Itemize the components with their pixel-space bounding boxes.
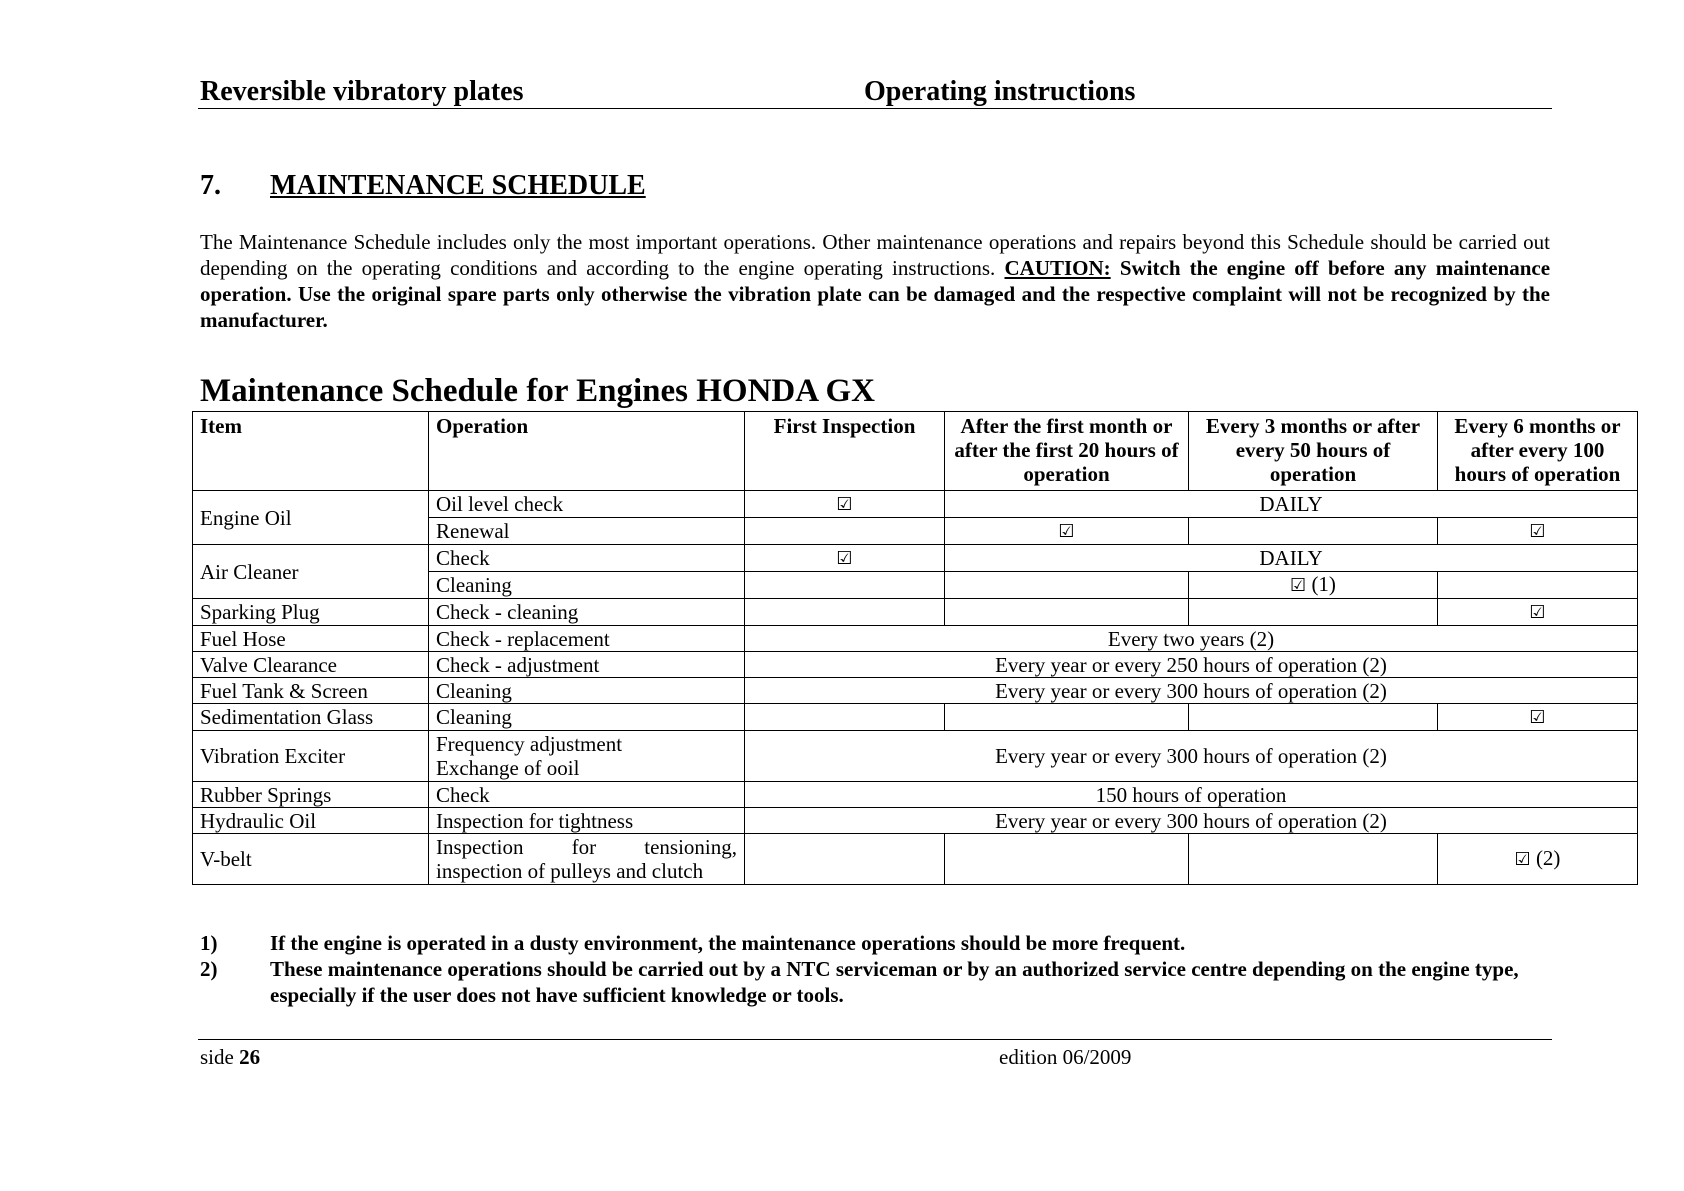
section-heading xyxy=(200,170,646,202)
table-row xyxy=(193,545,1638,572)
header-every-6-months: Every 6 months or after every 100 hours of operation xyxy=(1438,412,1638,491)
item-cell: Air Cleaner xyxy=(193,545,429,599)
checkbox-checked-icon: ☑ xyxy=(1529,521,1546,542)
item-cell: Hydraulic Oil xyxy=(193,808,429,834)
footnote-ref: (1) xyxy=(1311,572,1336,596)
table-header-row xyxy=(193,412,1638,491)
table-title: Maintenance Schedule for Engines HONDA GX xyxy=(200,373,876,409)
empty-cell xyxy=(1189,599,1438,626)
section-title: MAINTENANCE SCHEDULE xyxy=(270,170,646,201)
footnote-number: 2) xyxy=(200,957,218,981)
page-footer xyxy=(198,1039,1552,1069)
operation-cell: Cleaning xyxy=(429,678,745,704)
empty-cell xyxy=(1189,834,1438,885)
item-cell: Sedimentation Glass xyxy=(193,704,429,731)
edition-label: edition 06/2009 xyxy=(999,1045,1132,1069)
operation-cell: Oil level check xyxy=(429,491,745,518)
check-mark xyxy=(745,491,945,518)
operation-cell: Inspection for tightness xyxy=(429,808,745,834)
table-row xyxy=(193,491,1638,518)
operation-cell: Check - cleaning xyxy=(429,599,745,626)
item-cell: Fuel Tank & Screen xyxy=(193,678,429,704)
footnote-ref: (2) xyxy=(1535,846,1561,870)
footnote xyxy=(200,930,1550,956)
footnote-number: 1) xyxy=(200,931,218,955)
page-header xyxy=(198,72,1552,109)
operation-cell: Cleaning xyxy=(429,704,745,731)
side-label: side xyxy=(200,1045,234,1069)
footnote-text: These maintenance operations should be carried out by a NTC serviceman or by an authorized service centre depending on the engine type, especially if the user does not have sufficient knowledge or tools. xyxy=(270,957,1519,1007)
table-row xyxy=(193,599,1638,626)
page-number: 26 xyxy=(239,1045,261,1069)
table-row xyxy=(193,834,1638,885)
table-row xyxy=(193,704,1638,731)
empty-cell xyxy=(745,518,945,545)
checkbox-checked-icon: ☑ xyxy=(1529,602,1546,623)
header-first-month: After the first month or after the first 20 hours of operation xyxy=(945,412,1189,491)
interval-span-cell: Every year or every 300 hours of operation (2) xyxy=(745,808,1638,834)
section-number: 7. xyxy=(200,170,221,201)
interval-span-cell: 150 hours of operation xyxy=(745,782,1638,808)
empty-cell xyxy=(1189,704,1438,731)
item-cell: Valve Clearance xyxy=(193,652,429,678)
intro-paragraph xyxy=(200,229,1550,333)
check-mark xyxy=(1189,572,1438,599)
operation-line: Frequency adjustment xyxy=(436,732,623,756)
page-number-label xyxy=(200,1045,260,1070)
empty-cell xyxy=(945,599,1189,626)
table-row xyxy=(193,782,1638,808)
caution-text: Switch the engine off before any maintenance operation. Use the original spare parts only otherwise the vibration plate can be damaged and the respective complaint will not be recognized by the manufacturer. xyxy=(200,256,1551,332)
interval-span-cell: Every year or every 300 hours of operation (2) xyxy=(745,678,1638,704)
table-row xyxy=(193,678,1638,704)
footnote-text: If the engine is operated in a dusty environment, the maintenance operations should be more frequent. xyxy=(270,931,1186,955)
empty-cell xyxy=(745,572,945,599)
checkbox-checked-icon: ☑ xyxy=(1514,849,1531,870)
empty-cell xyxy=(1189,518,1438,545)
check-mark xyxy=(945,518,1189,545)
table-row xyxy=(193,652,1638,678)
empty-cell xyxy=(745,834,945,885)
item-cell: Vibration Exciter xyxy=(193,731,429,782)
table-row xyxy=(193,626,1638,652)
header-item: Item xyxy=(193,412,429,491)
interval-span-cell: Every year or every 300 hours of operation (2) xyxy=(745,731,1638,782)
interval-span-cell: Every two years (2) xyxy=(745,626,1638,652)
item-cell: V-belt xyxy=(193,834,429,885)
empty-cell xyxy=(745,704,945,731)
empty-cell xyxy=(945,704,1189,731)
interval-span-cell: DAILY xyxy=(945,491,1638,518)
header-document-title: Reversible vibratory plates xyxy=(200,76,524,107)
operation-cell: Check xyxy=(429,782,745,808)
footnote xyxy=(200,956,1550,1008)
table-row xyxy=(193,731,1638,782)
check-mark xyxy=(745,545,945,572)
operation-cell: Cleaning xyxy=(429,572,745,599)
checkbox-checked-icon: ☑ xyxy=(836,548,853,569)
intro-text: The Maintenance Schedule includes only the most important operations. Other maintenance operations and repairs beyond this Schedule should be carried out depending on the operating conditions and according to the engine operating instructions. xyxy=(200,230,1550,280)
item-cell: Fuel Hose xyxy=(193,626,429,652)
checkbox-checked-icon: ☑ xyxy=(1290,575,1307,596)
operation-cell: Check - adjustment xyxy=(429,652,745,678)
header-every-3-months: Every 3 months or after every 50 hours of operation xyxy=(1189,412,1438,491)
empty-cell xyxy=(1438,572,1638,599)
checkbox-checked-icon: ☑ xyxy=(1529,707,1546,728)
item-cell: Sparking Plug xyxy=(193,599,429,626)
checkbox-checked-icon: ☑ xyxy=(1058,521,1075,542)
interval-span-cell: DAILY xyxy=(945,545,1638,572)
item-cell: Engine Oil xyxy=(193,491,429,545)
empty-cell xyxy=(745,599,945,626)
operation-cell: Check - replacement xyxy=(429,626,745,652)
operation-cell xyxy=(429,731,745,782)
check-mark xyxy=(1438,704,1638,731)
operation-cell: Check xyxy=(429,545,745,572)
check-mark xyxy=(1438,599,1638,626)
check-mark xyxy=(1438,518,1638,545)
maintenance-schedule-table xyxy=(192,411,1638,885)
operation-cell: Inspection for tensioning, inspection of pulleys and clutch xyxy=(429,834,745,885)
check-mark xyxy=(1438,834,1638,885)
header-document-type: Operating instructions xyxy=(864,76,1136,107)
item-cell: Rubber Springs xyxy=(193,782,429,808)
header-first-inspection: First Inspection xyxy=(745,412,945,491)
footnotes xyxy=(200,930,1550,1008)
operation-line: Exchange of ooil xyxy=(436,756,580,780)
empty-cell xyxy=(945,834,1189,885)
empty-cell xyxy=(945,572,1189,599)
caution-label: CAUTION: xyxy=(1004,256,1111,280)
checkbox-checked-icon: ☑ xyxy=(836,494,853,515)
header-operation: Operation xyxy=(429,412,745,491)
table-row xyxy=(193,808,1638,834)
operation-cell: Renewal xyxy=(429,518,745,545)
interval-span-cell: Every year or every 250 hours of operation (2) xyxy=(745,652,1638,678)
